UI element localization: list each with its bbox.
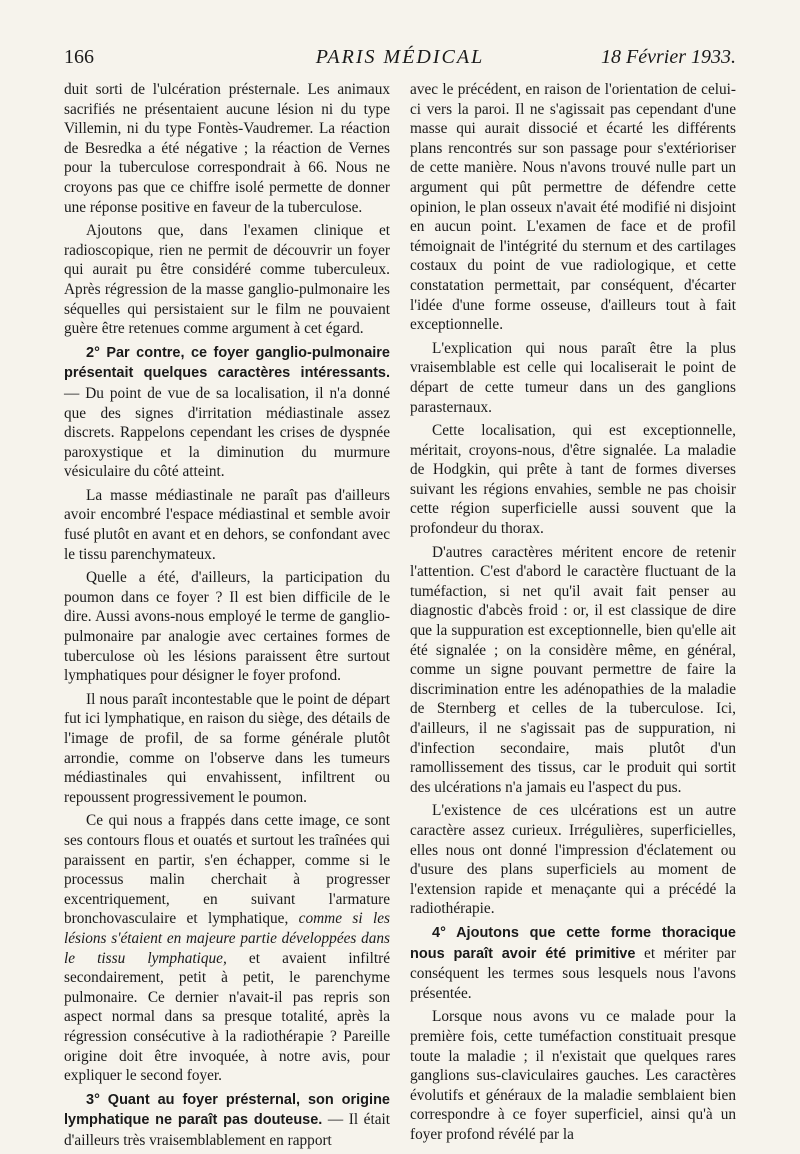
paragraph-text: Ce qui nous a frappés dans cette image, ce sont ses contours flous et ouatés et surtout les traînées qui paraissent en partir, s'en échapper, comme si le processus malin cherchait à progresser excentriquement, en suivant l'armature bronchovasculaire et lymphatique,: [64, 812, 390, 928]
paragraph: [64, 343, 390, 482]
paragraph: Quelle a été, d'ailleurs, la participation du poumon dans ce foyer ? Il est bien difficile de le dire. Aussi avons-nous employé le terme de ganglio-pulmonaire par analogie avec certaines formes de tuberculose où les lésions paraissent être surtout lymphatiques pour désigner le foyer profond.: [64, 569, 390, 685]
paragraph: Ajoutons que, dans l'examen clinique et radioscopique, rien ne permit de découvrir un foyer qui aurait pu être considéré comme tuberculeux. Après régression de la masse ganglio-pulmonaire les séquelles qui persistaient sur le film ne pouvaient guère être retenues comme argument à cet égard.: [64, 222, 390, 338]
paragraph-text: — Il était d'ailleurs très vraisemblablement en rapport: [64, 1111, 390, 1149]
paragraph: duit sorti de l'ulcération présternale. Les animaux sacrifiés ne présentaient aucune lésion ni du type Villemin, ni du type Fontès-Vaudremer. La réaction de Besredka a été négative ; la réaction de Vernes pour la tuberculose correspondrait à 66. Nous ne croyons pas que ce chiffre isolé permette de donner une réponse positive en faveur de la tuberculose.: [64, 81, 390, 216]
paragraph-text: et avaient infiltré secondairement, petit à petit, le parenchyme pulmonaire. Ce dernier n'avait-il pas repris son aspect normal dans sa presque totalité, après la régression consécutive à la radiothérapie ? Pareille origine doit être invoquée, à notre avis, pour expliquer le second foyer.: [64, 949, 391, 1085]
paragraph: [64, 811, 390, 1085]
left-column: [64, 80, 390, 1154]
paragraph: L'existence de ces ulcérations est un autre caractère assez curieux. Irrégulières, superficielles, elles nous ont donné l'impression d'éclatement ou d'usure des plans superficiels au moment de l'extension rapide et menaçante qui a précédé la radiothérapie.: [410, 802, 736, 918]
paragraph-text: — Du point de vue de sa localisation, il n'a donné que des signes d'irritation médiastinale assez discrets. Rappelons cependant les crises de dyspnée paroxystique et la diminution du murmure vésiculaire du côté atteint.: [64, 384, 390, 481]
paragraph: avec le précédent, en raison de l'orientation de celui-ci vers la paroi. Il ne s'agissait pas cependant d'une masse qui aurait dissocié et écarté les différents plans rencontrés sur son passage pour s'extérioriser de cette manière. Nous n'avons trouvé nulle part un argument qui pût permettre de défendre cette opinion, le plan osseux n'avait été modifié ni disjoint en aucun point. L'examen de face et de profil témoignait de l'intégrité du sternum et des cartilages costaux du point de vue radiologique, et cette constatation permettait, par conséquent, d'écarter l'idée d'une forme osseuse, d'ailleurs tout à fait exceptionnelle.: [410, 81, 736, 334]
paragraph: Cette localisation, qui est exceptionnelle, méritait, croyons-nous, d'être signalée. La maladie de Hodgkin, qui prête à tant de formes diverses suivant les régions envahies, semble ne pas choisir cette région superficielle aussi souvent que la profondeur du thorax.: [410, 422, 736, 538]
emphasis-text: comme si les lésions s'étaient en majeure partie développées dans le tissu lymphatique,: [64, 910, 390, 967]
paragraph: Lorsque nous avons vu ce malade pour la première fois, cette tuméfaction constituait presque toute la maladie ; il n'existait que quelques rares ganglions sus-claviculaires gauches. Les caractères évolutifs et généraux de la maladie semblaient bien correspondre à ce foyer superficiel, ainsi qu'à un foyer profond révélé par la: [410, 1008, 736, 1143]
section-lead: 2° Par contre, ce foyer ganglio-pulmonaire présentait quelques caractères intéressants.: [64, 344, 390, 382]
paragraph: D'autres caractères méritent encore de retenir l'attention. C'est d'abord le caractère fluctuant de la tuméfaction, si net qu'il avait fait penser au diagnostic d'abcès froid : or, il est classique de dire que la suppuration est exceptionnelle, bien qu'elle ait été signalée ; on la considère même, en général, comme un signe pouvant permettre de faire la discrimination entre les adénopathies de la maladie de Sternberg et celles de la tuberculose. Ici, d'ailleurs, il ne s'agissait pas de suppuration, ni d'infection secondaire, mais plutôt d'un ramollissement des tissus, car le produit qui sortit des ulcérations n'a jamais eu l'aspect du pus.: [410, 543, 736, 796]
paragraph-text: et mériter par conséquent les termes sous lesquels nous l'avons présentée.: [410, 944, 736, 1002]
running-header: [64, 46, 736, 76]
paragraph: L'explication qui nous paraît être la plus vraisemblable est celle qui localiserait le point de départ de cette tumeur dans un des ganglions parasternaux.: [410, 339, 736, 416]
issue-date: 18 Février 1933.: [601, 46, 736, 68]
right-column: [410, 80, 736, 1148]
section-lead: 4° Ajoutons que cette forme thoracique nous paraît avoir été primitive: [410, 924, 736, 962]
page-number: 166: [64, 46, 94, 68]
section-lead: 3° Quant au foyer présternal, son origine lymphatique ne paraît pas douteuse.: [64, 1091, 390, 1129]
paragraph: Il nous paraît incontestable que le point de départ fut ici lymphatique, en raison du siège, des détails de l'image de profil, de sa forme générale plutôt arrondie, comme on l'observe dans les tumeurs médiastinales qui envahissent, infiltrent ou repoussent progressivement le poumon.: [64, 690, 390, 806]
journal-title: PARIS MÉDICAL: [315, 46, 485, 68]
paragraph: [64, 1090, 390, 1151]
paragraph: [410, 923, 736, 1003]
paragraph: La masse médiastinale ne paraît pas d'ailleurs avoir encombré l'espace médiastinal et semble avoir fusé plutôt en avant et en dehors, se confondant avec le tissu parenchymateux.: [64, 486, 390, 563]
